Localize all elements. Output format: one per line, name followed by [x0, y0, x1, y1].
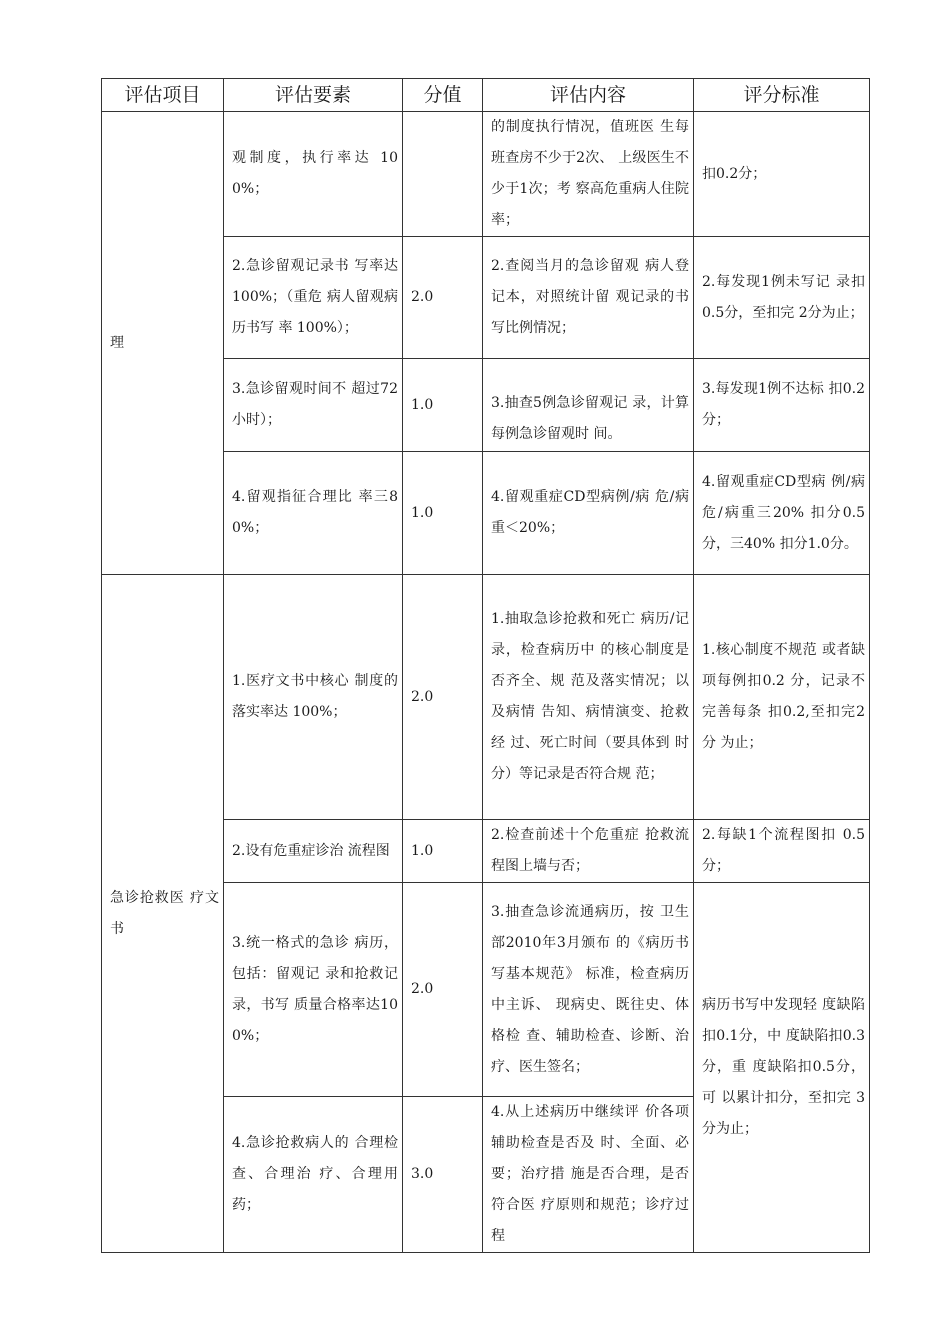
score-cell: 3.0 [403, 1097, 483, 1253]
content-cell: 4.留观重症CD型病例/病 危/病重＜20%； [483, 452, 694, 575]
element-cell: 2.急诊留观记录书 写率达100%；（重危 病人留观病历书写 率 100%）； [224, 237, 403, 359]
standard-cell: 2.每发现1例未写记 录扣0.5分，至扣完 2分为止； [694, 237, 870, 359]
content-cell: 3.抽查急诊流通病历，按 卫生部2010年3月颁布 的《病历书写基本规范》 标准，检查病历中主诉、 现病史、既往史、体格检 查、辅助检查、诊断、治 疗、医生签名； [483, 883, 694, 1097]
element-cell: 观制度，执行率达 100%； [224, 112, 403, 237]
standard-cell: 1.核心制度不规范 或者缺项每例扣0.2 分，记录不完善每条 扣0.2,至扣完2分 为止； [694, 575, 870, 820]
element-cell: 3.统一格式的急诊 病历，包括：留观记 录和抢救记录，书写 质量合格率达100%； [224, 883, 403, 1097]
score-cell [403, 112, 483, 237]
content-cell: 4.从上述病历中继续评 价各项辅助检查是否及 时、全面、必要；治疗措 施是否合理，是否符合医 疗原则和规范；诊疗过程 [483, 1097, 694, 1253]
header-element: 评估要素 [224, 79, 403, 112]
element-cell: 4.留观指征合理比 率三80%； [224, 452, 403, 575]
content-cell: 3.抽查5例急诊留观记 录，计算每例急诊留观时 间。 [483, 359, 694, 452]
content-cell: 1.抽取急诊抢救和死亡 病历/记录，检查病历中 的核心制度是否齐全、规 范及落实情况；以及病情 告知、病情演变、抢救经 过、死亡时间（要具体到 时分）等记录是否符合规 范； [483, 575, 694, 820]
standard-cell: 4.留观重症CD型病 例/病危/病重三20% 扣分0.5分，三40% 扣分1.0分。 [694, 452, 870, 575]
element-cell: 4.急诊抢救病人的 合理检查、合理治 疗、合理用药； [224, 1097, 403, 1253]
item-cell: 急诊抢救医 疗文书 [102, 575, 224, 1253]
standard-cell: 3.每发现1例不达标 扣0.2分； [694, 359, 870, 452]
standard-cell: 扣0.2分； [694, 112, 870, 237]
table-row [102, 112, 870, 237]
element-cell: 3.急诊留观时间不 超过72小时）； [224, 359, 403, 452]
score-cell: 1.0 [403, 359, 483, 452]
evaluation-table [101, 78, 870, 1253]
header-item: 评估项目 [102, 79, 224, 112]
header-standard: 评分标准 [694, 79, 870, 112]
standard-cell: 病历书写中发现轻 度缺陷扣0.1分，中 度缺陷扣0.3分，重 度缺陷扣0.5分，可 以累计扣分，至扣完 3分为止； [694, 883, 870, 1253]
score-cell: 2.0 [403, 883, 483, 1097]
element-cell: 1.医疗文书中核心 制度的落实率达 100%； [224, 575, 403, 820]
content-cell: 的制度执行情况，值班医 生每班查房不少于2次、 上级医生不少于1次；考 察高危重病人住院率； [483, 112, 694, 237]
table-row [102, 575, 870, 820]
score-cell: 2.0 [403, 575, 483, 820]
header-row [102, 79, 870, 112]
score-cell: 1.0 [403, 820, 483, 883]
header-score: 分值 [403, 79, 483, 112]
header-content: 评估内容 [483, 79, 694, 112]
content-cell: 2.检查前述十个危重症 抢救流程图上墙与否； [483, 820, 694, 883]
score-cell: 1.0 [403, 452, 483, 575]
item-cell: 理 [102, 112, 224, 575]
standard-cell: 2.每缺1个流程图扣 0.5 分； [694, 820, 870, 883]
score-cell: 2.0 [403, 237, 483, 359]
content-cell: 2.查阅当月的急诊留观 病人登记本，对照统计留 观记录的书写比例情况； [483, 237, 694, 359]
element-cell: 2.设有危重症诊治 流程图 [224, 820, 403, 883]
